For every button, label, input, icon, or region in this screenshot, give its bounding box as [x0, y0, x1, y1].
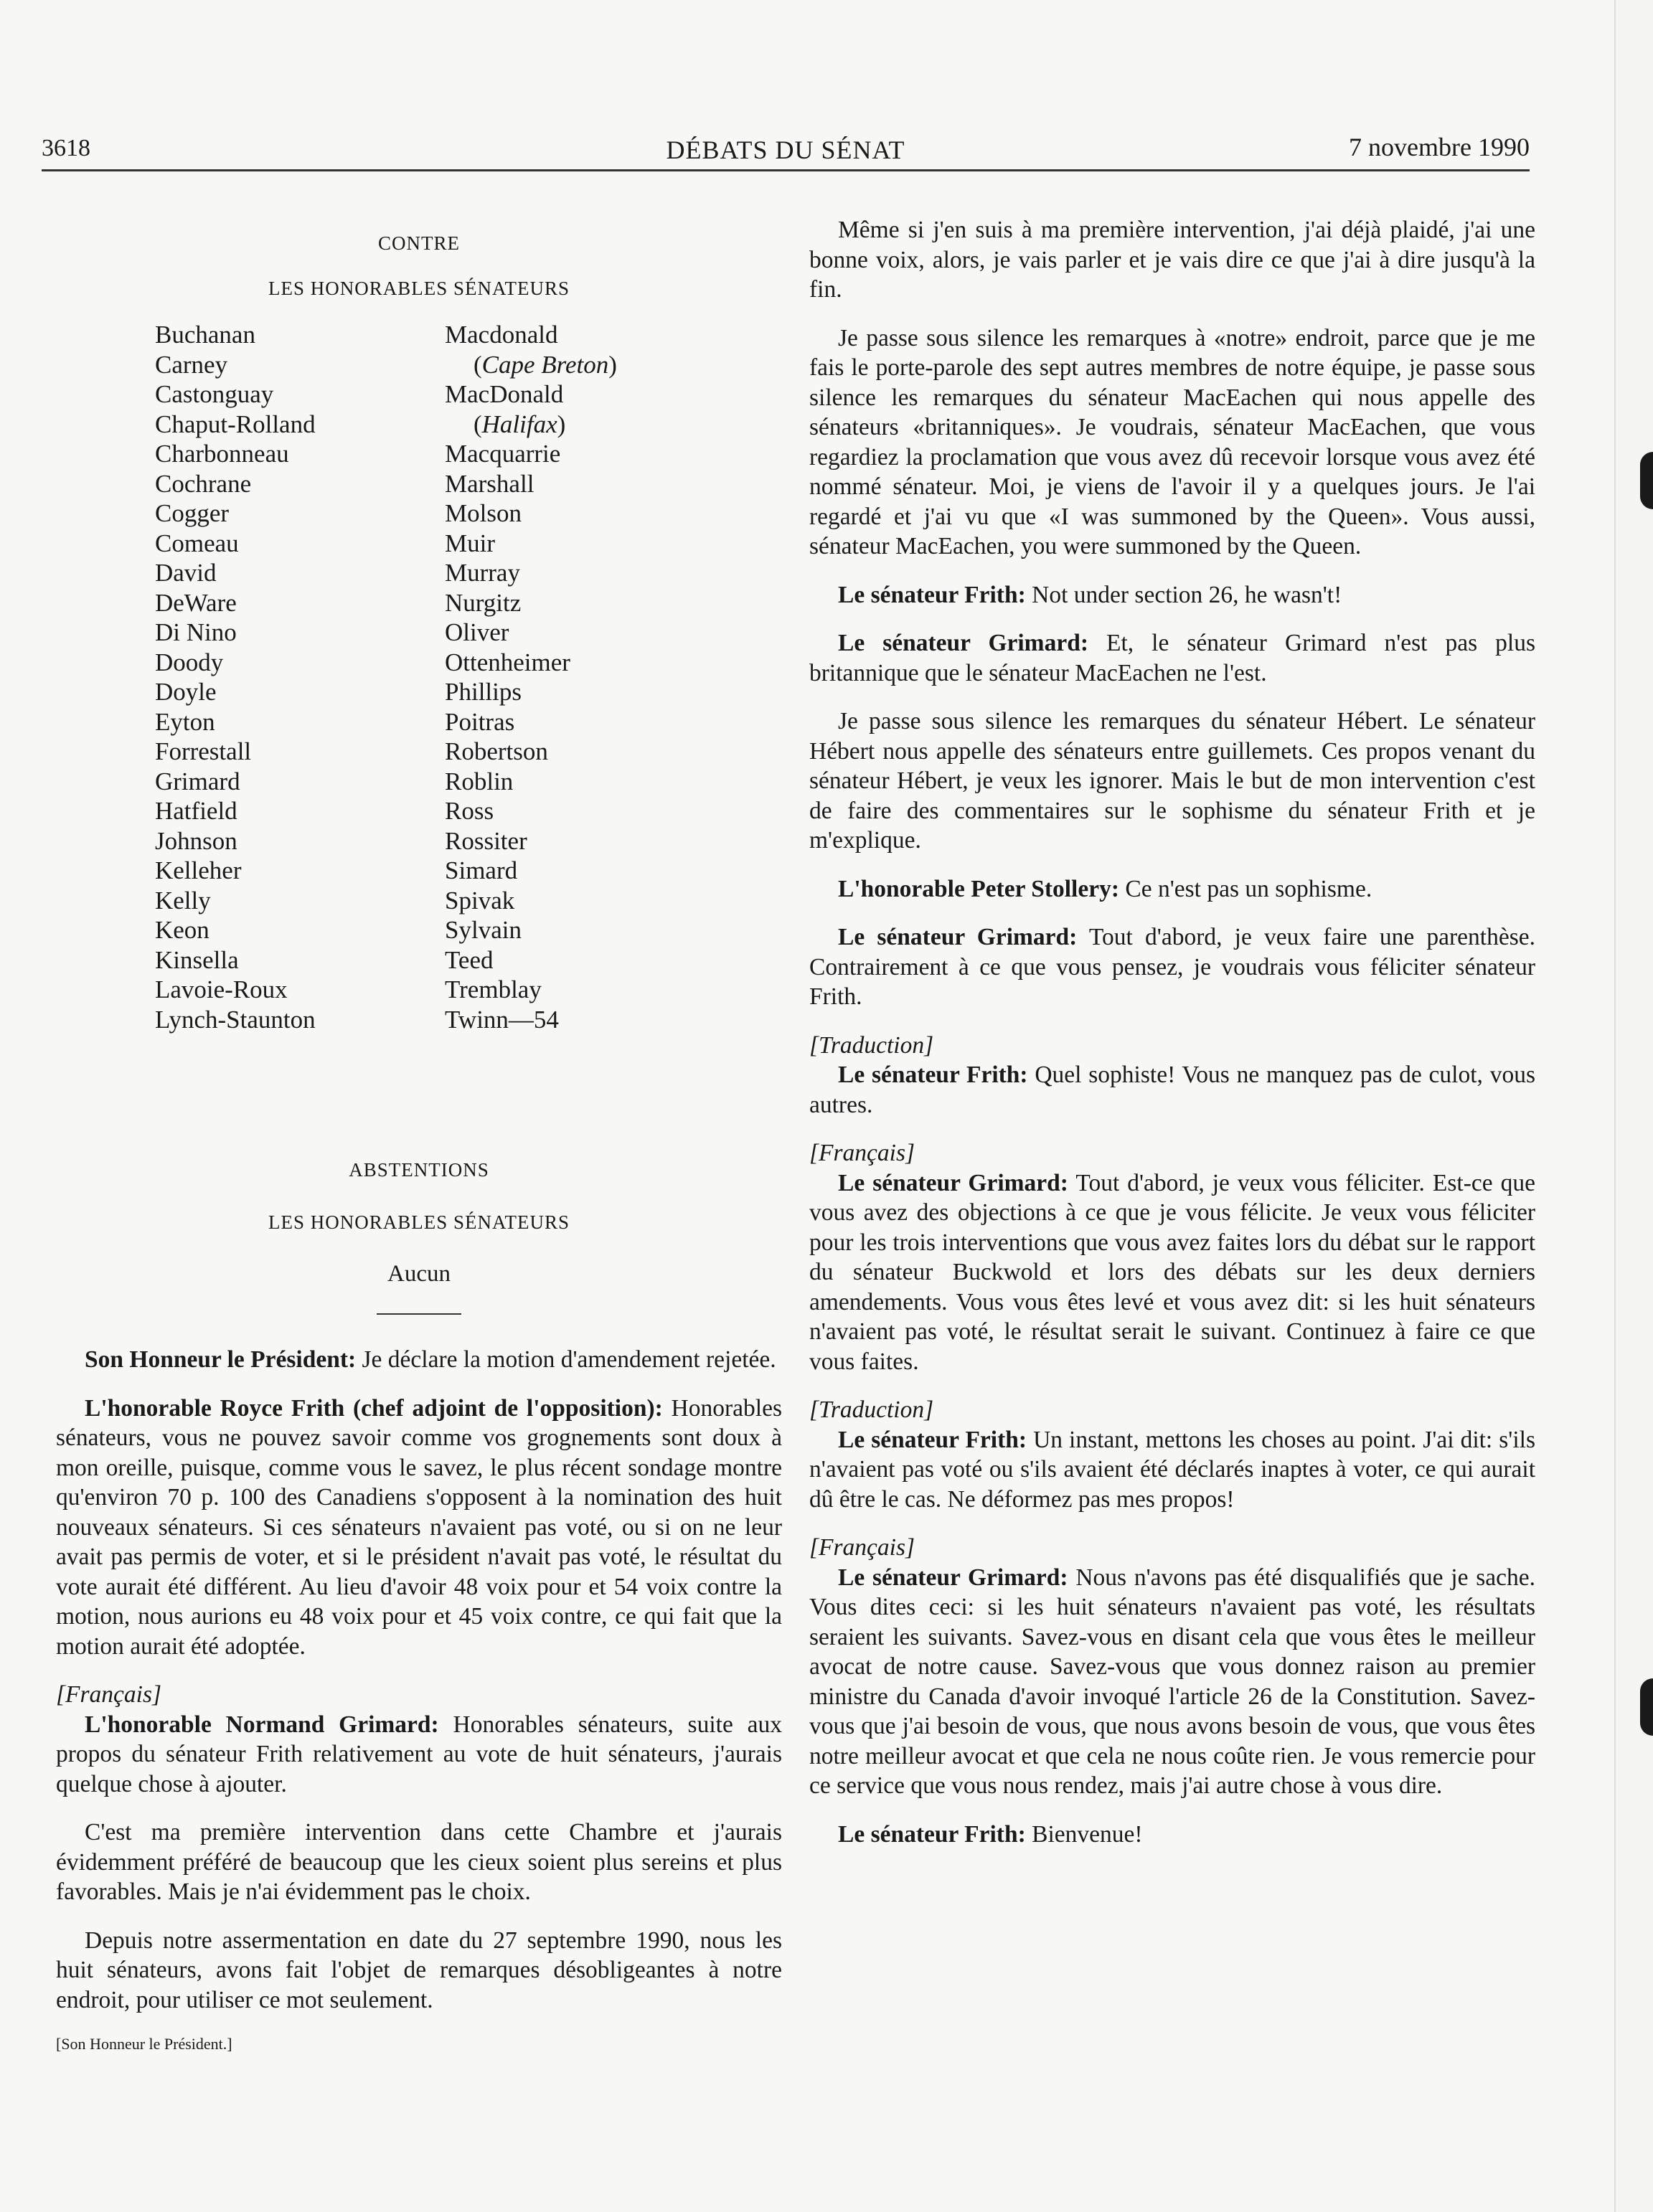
senator-name: Grimard [155, 767, 240, 795]
page-edge-tab [1640, 1678, 1653, 1736]
senator-name: Teed [445, 945, 494, 974]
speech-paragraph: Le sénateur Grimard: Tout d'abord, je veux faire une parenthèse. Contrairement à ce que vous pensez, je voudrais vous féliciter sénateur Frith. [809, 924, 1536, 1010]
speech-paragraph: Le sénateur Grimard: Nous n'avons pas été disqualifiés que je sache. Vous dites ceci: si les huit sénateurs n'avaient pas voté, les résultats seraient les suivants. Savez-vous en disant cela que vous êtes le meilleur avocat de notre cause. Savez-vous que vous donnez raison au premier ministre du Canada d'avoir invoqué l'article 26 de la Constitution. Savez-vous que j'ai besoin de vous, que nous avons besoin de vous, que vous êtes notre meilleur avocat et que cela ne nous coûte rien. Je vous remercie pour ce service que vous nous rendez, mais j'ai autre chose à vous dire. [809, 1564, 1535, 1799]
senator-name: Di Nino [155, 618, 237, 646]
speech-paragraph: L'honorable Royce Frith (chef adjoint de l'opposition): Honorables sénateurs, vous ne pouvez savoir comme vos grognements sont doux à mon oreille, puisque, comme vous le savez, le plus récent sondage montre qu'environ 70 p. 100 des Canadiens s'opposent à la nomination des huit nouveaux sénateurs. Si ces sénateurs n'avaient pas voté, ou si on ne leur avait pas permis de voter, et si le président n'avait pas voté, le résultat du vote aurait été différent. Au lieu d'avoir 48 voix pour et 54 voix contre la motion, nous aurions eu 48 voix pour et 45 voix contre, ce qui fait que la motion aurait été adoptée. [56, 1394, 782, 1660]
section-divider [377, 1313, 461, 1315]
senator-name: Twinn—54 [445, 1005, 559, 1034]
language-tag: [Français] [56, 1681, 162, 1708]
senator-name: Poitras [445, 707, 515, 736]
senators-heading-2: LES HONORABLES SÉNATEURS [268, 1211, 570, 1233]
senator-name: Marshall [445, 469, 534, 498]
senator-name: Cogger [155, 499, 230, 527]
senator-name: Murray [445, 559, 520, 587]
senator-name: Eyton [155, 707, 215, 736]
names-column-b [445, 320, 617, 1034]
senator-name: Doody [155, 648, 224, 676]
senator-name: Robertson [445, 737, 548, 765]
senator-name: Lavoie-Roux [155, 975, 288, 1003]
speech-paragraph: Je passe sous silence les remarques du sénateur Hébert. Le sénateur Hébert nous appelle des sénateurs entre guillemets. Ces propos venant du sénateur Hébert, je veux les ignorer. Mais le but de mon intervention c'est de faire des commentaires sur le sophisme du sénateur Frith et je m'explique. [809, 708, 1535, 854]
senator-name: Castonguay [155, 380, 274, 408]
speech-paragraph: Je passe sous silence les remarques à «notre» endroit, parce que je me fais le porte-parole des sept autres membres de notre équipe, je passe sous silence les remarques du sénateur MacEachen qui nous appelle des sénateurs «britanniques». Je voudrais, sénateur MacEachen, que vous regardiez la proclamation que vous avez dû recevoir lorsque vous avez été nommé sénateur. Moi, je viens de l'avoir il y a quelques jours. Je l'ai regardé et j'ai vu que «I was summoned by the Queen». Vous aussi, sénateur MacEachen, you were summoned by the Queen. [809, 324, 1535, 559]
senator-name: Buchanan [155, 321, 255, 349]
page-title: DÉBATS DU SÉNAT [666, 136, 905, 164]
senator-name: Macdonald [445, 321, 558, 349]
senator-name: Nurgitz [445, 588, 522, 617]
senator-name: Simard [445, 856, 518, 884]
senator-name: Kelly [155, 886, 211, 914]
footnote: [Son Honneur le Président.] [56, 2035, 232, 2053]
senators-heading: LES HONORABLES SÉNATEURS [268, 278, 570, 299]
senator-name: Molson [445, 499, 522, 527]
speech-paragraph: Le sénateur Frith: Bienvenue! [838, 1820, 1143, 1848]
speech-paragraph: L'honorable Normand Grimard: Honorables sénateurs, suite aux propos du sénateur Frith relativement au vote de huit sénateurs, j'aurais quelque chose à ajouter. [56, 1711, 782, 1797]
left-column [56, 215, 782, 2053]
speech-paragraph: Le sénateur Grimard: Et, le sénateur Grimard n'est pas plus britannique que le sénateur MacEachen ne l'est. [809, 630, 1536, 686]
language-tag: [Traduction] [809, 1396, 934, 1423]
language-tag: [Français] [809, 1140, 915, 1166]
senator-qualifier: (Cape Breton) [474, 350, 617, 379]
senator-name: Chaput-Rolland [155, 410, 316, 438]
senator-name: Kinsella [155, 945, 239, 974]
senator-name: Lynch-Staunton [155, 1005, 316, 1034]
senator-name: Carney [155, 350, 228, 379]
senator-name: Ross [445, 797, 494, 825]
aucun-text: Aucun [387, 1261, 451, 1287]
senator-name: Forrestall [155, 737, 252, 765]
senator-name: Johnson [155, 826, 237, 855]
speech-paragraph: Le sénateur Frith: Quel sophiste! Vous ne manquez pas de culot, vous autres. [809, 1062, 1535, 1118]
speech-paragraph: Même si j'en suis à ma première intervention, j'ai déjà plaidé, j'ai une bonne voix, alors, je vais parler et je vais dire ce que j'ai à dire jusqu'à la fin. [809, 217, 1535, 303]
senator-name: Keon [155, 916, 209, 944]
speech-paragraph: Le sénateur Grimard: Tout d'abord, je veux vous féliciter. Est-ce que vous avez des objections à ce que je vous félicite. Je veux vous féliciter pour les trois interventions que vous avez faites lors du débat sur le rapport du sénateur Buckwold et lors des débats sur les deux derniers amendements. Vous vous êtes levé et vous avez dit: si les huit sénateurs n'avaient pas voté, le résultat serait le suivant. Continuez à faire ce que vous faites. [809, 1169, 1535, 1375]
right-column [809, 215, 1535, 1849]
senator-name: MacDonald [445, 380, 564, 408]
vote-name-list [56, 320, 782, 1159]
senator-name: Sylvain [445, 916, 522, 944]
speech-paragraph: Le sénateur Frith: Not under section 26, he wasn't! [838, 581, 1342, 608]
speech-paragraph: Le sénateur Frith: Un instant, mettons les choses au point. J'ai dit: s'ils n'avaient pas voté ou s'ils avaient été déclarés inaptes à voter, ce qui aurait dû être le cas. Ne déformez pas mes propos! [809, 1426, 1535, 1513]
language-tag: [Français] [809, 1534, 915, 1561]
senator-qualifier: (Halifax) [474, 410, 566, 438]
speech-paragraph: L'honorable Peter Stollery: Ce n'est pas un sophisme. [838, 875, 1372, 902]
speech-paragraph: Depuis notre assermentation en date du 27 septembre 1990, nous les huit sénateurs, avons fait l'objet de remarques désobligeantes à notre endroit, pour utiliser ce mot seulement. [56, 1927, 782, 2013]
senator-name: Phillips [445, 678, 522, 706]
senator-name: Roblin [445, 767, 514, 795]
page-date: 7 novembre 1990 [1349, 133, 1530, 161]
speech-paragraph: C'est ma première intervention dans cette Chambre et j'aurais évidemment préféré de beaucoup que les cieux soient plus sereins et plus favorables. Mais je n'ai évidemment pas le choix. [56, 1819, 782, 1905]
language-tag: [Traduction] [809, 1031, 934, 1059]
senator-name: Kelleher [155, 856, 242, 884]
names-column-a [155, 320, 316, 1034]
senator-name: Macquarrie [445, 440, 561, 468]
senator-name: Cochrane [155, 469, 252, 498]
speech-paragraph: Son Honneur le Président: Je déclare la motion d'amendement rejetée. [85, 1346, 776, 1373]
page-edge-tab [1640, 452, 1653, 509]
senator-name: Tremblay [445, 975, 542, 1003]
senator-name: DeWare [155, 588, 237, 617]
senator-name: Muir [445, 529, 495, 557]
senator-name: Oliver [445, 618, 509, 646]
page-header [42, 129, 1530, 171]
senator-name: Charbonneau [155, 440, 289, 468]
senator-name: Rossiter [445, 826, 527, 855]
senator-name: Ottenheimer [445, 648, 570, 676]
senator-name: Spivak [445, 886, 515, 914]
senator-name: David [155, 559, 217, 587]
contre-heading: CONTRE [378, 232, 460, 254]
abstentions-heading: ABSTENTIONS [349, 1159, 489, 1181]
senator-name: Doyle [155, 678, 217, 706]
senator-name: Hatfield [155, 797, 237, 825]
page-number: 3618 [42, 135, 90, 161]
senator-name: Comeau [155, 529, 239, 557]
